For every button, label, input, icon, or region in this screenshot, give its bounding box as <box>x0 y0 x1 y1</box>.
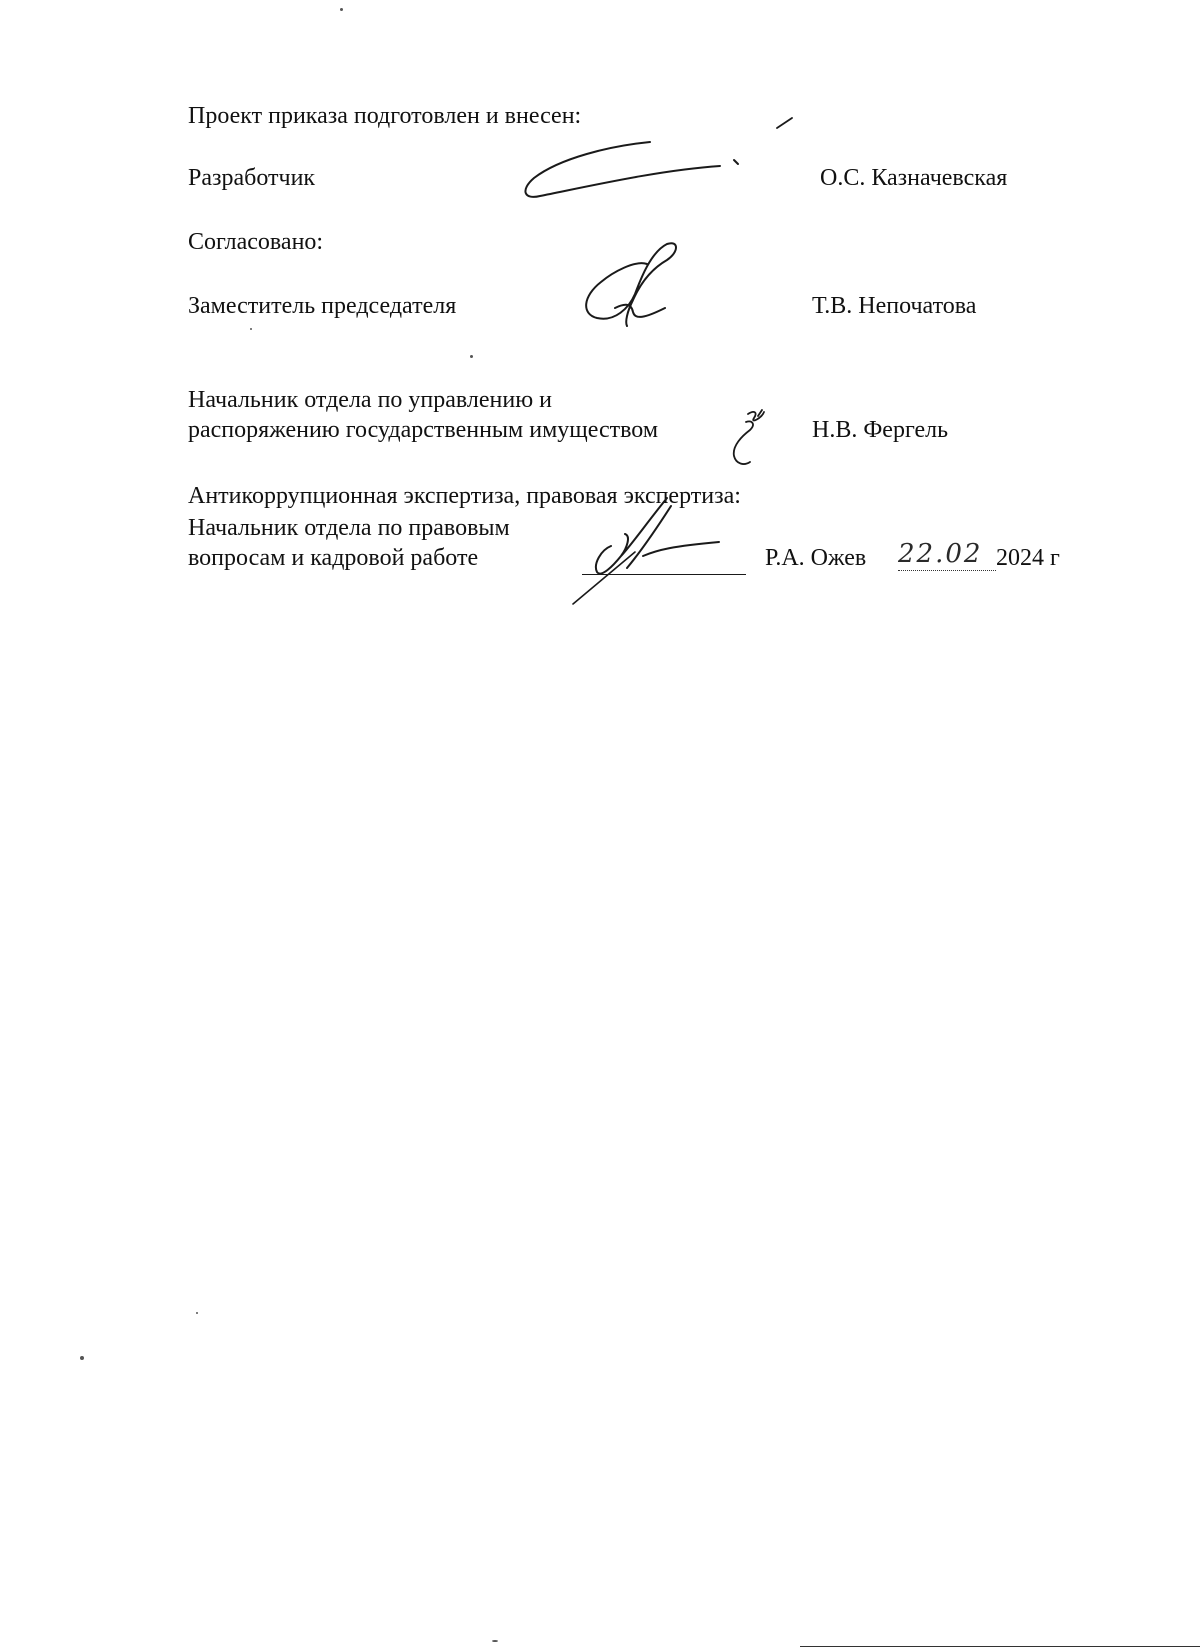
developer-role: Разработчик <box>188 165 316 191</box>
scan-speck <box>250 328 252 330</box>
scan-speck <box>196 1312 198 1314</box>
deputy-signature <box>575 238 685 330</box>
developer-signature <box>520 136 750 206</box>
expertise-heading: Антикоррупционная экспертиза, правовая экспертиза: <box>188 483 741 509</box>
deputy-name: Т.В. Непочатова <box>812 293 977 319</box>
scan-edge-line <box>800 1646 1200 1647</box>
expertise-name: Р.А. Ожев <box>765 545 867 571</box>
intro-line: Проект приказа подготовлен и внесен: <box>188 103 582 129</box>
scan-speck <box>340 8 343 11</box>
scan-speck <box>80 1356 84 1360</box>
scan-speck <box>492 1640 498 1642</box>
department-head-signature <box>728 406 778 470</box>
agreed-heading: Согласовано: <box>188 229 324 255</box>
expertise-year: 2024 г <box>996 545 1060 571</box>
deputy-role: Заместитель председателя <box>188 293 457 319</box>
developer-name: О.С. Казначевская <box>820 165 1008 191</box>
handwritten-date: 22.02 <box>898 539 983 569</box>
expertise-role-line2: вопросам и кадровой работе <box>188 545 479 571</box>
scan-speck <box>470 355 473 358</box>
department-head-role-line2: распоряжению государственным имуществом <box>188 417 659 443</box>
pen-mark <box>775 116 795 130</box>
department-head-role-line1: Начальник отдела по управлению и <box>188 387 553 413</box>
department-head-name: Н.В. Фергель <box>812 417 949 443</box>
expertise-signature <box>565 476 735 610</box>
date-underline <box>898 570 996 571</box>
expertise-role-line1: Начальник отдела по правовым <box>188 515 510 541</box>
